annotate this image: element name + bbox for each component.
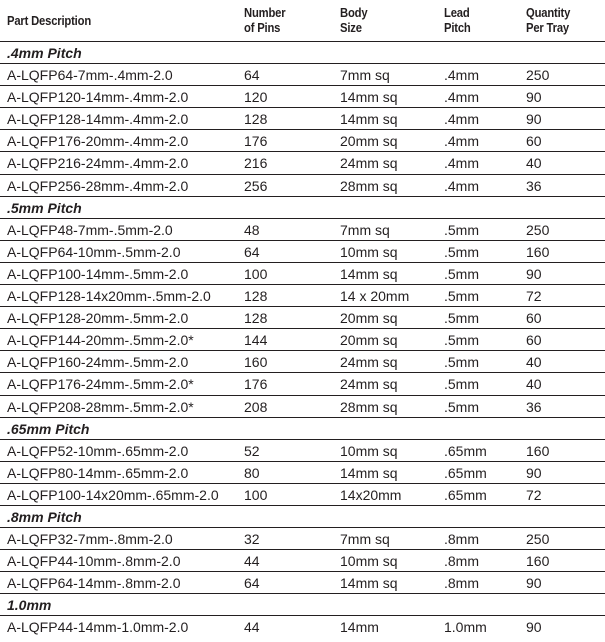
number-of-pins-cell: 64	[244, 67, 260, 84]
quantity-per-tray-cell: 250	[526, 221, 550, 238]
number-of-pins-cell: 128	[244, 288, 268, 305]
number-of-pins-cell: 128	[244, 111, 268, 128]
table-row	[0, 439, 605, 461]
quantity-per-tray-cell: 72	[526, 486, 542, 503]
body-size-cell: 28mm sq	[340, 177, 398, 194]
part-description-cell: A-LQFP80-14mm-.65mm-2.0	[7, 464, 189, 481]
part-description-cell: A-LQFP176-20mm-.4mm-2.0	[7, 133, 189, 150]
body-size-cell: 20mm sq	[340, 332, 398, 349]
lead-pitch-cell: .65mm	[444, 464, 487, 481]
number-of-pins-cell: 48	[244, 221, 260, 238]
lead-pitch-cell: .65mm	[444, 442, 487, 459]
header-part-label: Part Description	[7, 14, 92, 28]
body-size-cell: 10mm sq	[340, 442, 398, 459]
body-size-cell: 14mm	[340, 619, 379, 636]
quantity-per-tray-cell: 160	[526, 442, 550, 459]
quantity-per-tray-cell: 40	[526, 354, 542, 371]
number-of-pins-cell: 120	[244, 89, 268, 106]
table-row	[0, 461, 605, 483]
part-description-cell: A-LQFP64-7mm-.4mm-2.0	[7, 67, 173, 84]
lead-pitch-cell: .5mm	[444, 354, 479, 371]
section-title: .4mm Pitch	[7, 45, 82, 61]
table-row	[0, 527, 605, 549]
number-of-pins-cell: 52	[244, 442, 260, 459]
quantity-per-tray-cell: 36	[526, 398, 542, 415]
lead-pitch-cell: .4mm	[444, 177, 479, 194]
table-row	[0, 549, 605, 571]
lead-pitch-cell: .8mm	[444, 531, 479, 548]
quantity-per-tray-cell: 72	[526, 288, 542, 305]
table-header	[0, 0, 605, 41]
section-header-row	[0, 505, 605, 527]
quantity-per-tray-cell: 90	[526, 111, 542, 128]
body-size-cell: 14 x 20mm	[340, 288, 410, 305]
table-row	[0, 240, 605, 262]
section-title: .65mm Pitch	[7, 420, 90, 437]
section-title: .8mm Pitch	[7, 508, 82, 525]
quantity-per-tray-cell: 40	[526, 376, 542, 393]
quantity-per-tray-cell: 160	[526, 243, 550, 260]
quantity-per-tray-cell: 60	[526, 133, 542, 150]
section-header-row	[0, 41, 605, 63]
body-size-cell: 7mm sq	[340, 531, 390, 548]
body-size-cell: 24mm sq	[340, 354, 398, 371]
quantity-per-tray-cell: 250	[526, 67, 550, 84]
section-header-row	[0, 196, 605, 218]
table-row	[0, 107, 605, 129]
body-size-cell: 14mm sq	[340, 111, 398, 128]
quantity-per-tray-cell: 90	[526, 265, 542, 282]
part-description-cell: A-LQFP216-24mm-.4mm-2.0	[7, 155, 189, 172]
lead-pitch-cell: .4mm	[444, 111, 479, 128]
table-row	[0, 372, 605, 394]
part-description-cell: A-LQFP48-7mm-.5mm-2.0	[7, 221, 173, 238]
table-row	[0, 615, 605, 637]
number-of-pins-cell: 208	[244, 398, 268, 415]
body-size-cell: 20mm sq	[340, 310, 398, 327]
part-description-cell: A-LQFP44-14mm-1.0mm-2.0	[7, 619, 189, 636]
lead-pitch-cell: .4mm	[444, 89, 479, 106]
header-lead-pitch	[444, 6, 471, 36]
header-pins-line1: Number	[244, 6, 286, 20]
table-row	[0, 129, 605, 151]
number-of-pins-cell: 64	[244, 575, 260, 592]
lead-pitch-cell: .8mm	[444, 553, 479, 570]
part-description-cell: A-LQFP256-28mm-.4mm-2.0	[7, 177, 189, 194]
number-of-pins-cell: 44	[244, 553, 260, 570]
part-description-cell: A-LQFP64-10mm-.5mm-2.0	[7, 243, 181, 260]
header-part-description	[7, 14, 91, 29]
part-description-cell: A-LQFP100-14x20mm-.65mm-2.0	[7, 486, 219, 503]
lead-pitch-cell: .5mm	[444, 288, 479, 305]
lead-pitch-cell: .5mm	[444, 265, 479, 282]
table-row	[0, 395, 605, 417]
number-of-pins-cell: 64	[244, 243, 260, 260]
part-description-cell: A-LQFP100-14mm-.5mm-2.0	[7, 265, 189, 282]
section-title: 1.0mm	[7, 597, 52, 614]
header-body-size	[340, 6, 367, 36]
quantity-per-tray-cell: 90	[526, 464, 542, 481]
part-description-cell: A-LQFP120-14mm-.4mm-2.0	[7, 89, 189, 106]
table-row	[0, 63, 605, 85]
body-size-cell: 7mm sq	[340, 221, 390, 238]
part-description-cell: A-LQFP128-14x20mm-.5mm-2.0	[7, 288, 211, 305]
number-of-pins-cell: 44	[244, 619, 260, 636]
part-description-cell: A-LQFP52-10mm-.65mm-2.0	[7, 442, 189, 459]
part-description-cell: A-LQFP32-7mm-.8mm-2.0	[7, 531, 173, 548]
lead-pitch-cell: 1.0mm	[444, 619, 487, 636]
part-description-cell: A-LQFP44-10mm-.8mm-2.0	[7, 553, 181, 570]
body-size-cell: 7mm sq	[340, 67, 390, 84]
header-quantity-per-tray	[526, 6, 570, 36]
lead-pitch-cell: .5mm	[444, 332, 479, 349]
header-lead-line2: Pitch	[444, 21, 471, 35]
number-of-pins-cell: 32	[244, 531, 260, 548]
lead-pitch-cell: .5mm	[444, 221, 479, 238]
lead-pitch-cell: .5mm	[444, 376, 479, 393]
number-of-pins-cell: 176	[244, 376, 268, 393]
body-size-cell: 24mm sq	[340, 376, 398, 393]
lead-pitch-cell: .4mm	[444, 133, 479, 150]
header-lead-line1: Lead	[444, 6, 470, 20]
table-row	[0, 284, 605, 306]
lead-pitch-cell: .4mm	[444, 155, 479, 172]
body-size-cell: 20mm sq	[340, 133, 398, 150]
part-description-cell: A-LQFP128-20mm-.5mm-2.0	[7, 310, 189, 327]
quantity-per-tray-cell: 90	[526, 575, 542, 592]
table-row	[0, 174, 605, 196]
table-row	[0, 306, 605, 328]
body-size-cell: 14mm sq	[340, 265, 398, 282]
section-title: .5mm Pitch	[7, 199, 82, 216]
body-size-cell: 14x20mm	[340, 486, 402, 503]
lead-pitch-cell: .8mm	[444, 575, 479, 592]
body-size-cell: 28mm sq	[340, 398, 398, 415]
body-size-cell: 24mm sq	[340, 155, 398, 172]
part-description-cell: A-LQFP64-14mm-.8mm-2.0	[7, 575, 181, 592]
header-pins-line2: of Pins	[244, 21, 281, 35]
table-row	[0, 151, 605, 173]
header-number-of-pins	[244, 6, 285, 36]
part-description-cell: A-LQFP208-28mm-.5mm-2.0*	[7, 398, 194, 415]
body-size-cell: 10mm sq	[340, 553, 398, 570]
number-of-pins-cell: 100	[244, 486, 268, 503]
header-body-line1: Body	[340, 6, 368, 20]
number-of-pins-cell: 100	[244, 265, 268, 282]
lead-pitch-cell: .5mm	[444, 310, 479, 327]
table-row	[0, 85, 605, 107]
body-size-cell: 14mm sq	[340, 89, 398, 106]
quantity-per-tray-cell: 60	[526, 310, 542, 327]
quantity-per-tray-cell: 90	[526, 619, 542, 636]
body-size-cell: 10mm sq	[340, 243, 398, 260]
number-of-pins-cell: 216	[244, 155, 268, 172]
table-row	[0, 262, 605, 284]
lead-pitch-cell: .65mm	[444, 486, 487, 503]
table-row	[0, 218, 605, 240]
header-qty-line1: Quantity	[526, 6, 571, 20]
quantity-per-tray-cell: 250	[526, 531, 550, 548]
quantity-per-tray-cell: 90	[526, 89, 542, 106]
number-of-pins-cell: 128	[244, 310, 268, 327]
quantity-per-tray-cell: 36	[526, 177, 542, 194]
table-row	[0, 571, 605, 593]
table-row	[0, 483, 605, 505]
quantity-per-tray-cell: 40	[526, 155, 542, 172]
part-description-cell: A-LQFP160-24mm-.5mm-2.0	[7, 354, 189, 371]
header-body-line2: Size	[340, 21, 362, 35]
number-of-pins-cell: 176	[244, 133, 268, 150]
part-description-cell: A-LQFP176-24mm-.5mm-2.0*	[7, 376, 194, 393]
part-description-cell: A-LQFP144-20mm-.5mm-2.0*	[7, 332, 194, 349]
quantity-per-tray-cell: 60	[526, 332, 542, 349]
lead-pitch-cell: .5mm	[444, 243, 479, 260]
section-header-row	[0, 417, 605, 439]
lead-pitch-cell: .4mm	[444, 67, 479, 84]
part-description-cell: A-LQFP128-14mm-.4mm-2.0	[7, 111, 189, 128]
body-size-cell: 14mm sq	[340, 575, 398, 592]
table-body	[0, 41, 605, 638]
number-of-pins-cell: 144	[244, 332, 268, 349]
number-of-pins-cell: 160	[244, 354, 268, 371]
table-row	[0, 350, 605, 372]
quantity-per-tray-cell: 160	[526, 553, 550, 570]
body-size-cell: 14mm sq	[340, 464, 398, 481]
number-of-pins-cell: 80	[244, 464, 260, 481]
section-header-row	[0, 593, 605, 615]
number-of-pins-cell: 256	[244, 177, 268, 194]
header-qty-line2: Per Tray	[526, 21, 569, 35]
lead-pitch-cell: .5mm	[444, 398, 479, 415]
table-row	[0, 328, 605, 350]
